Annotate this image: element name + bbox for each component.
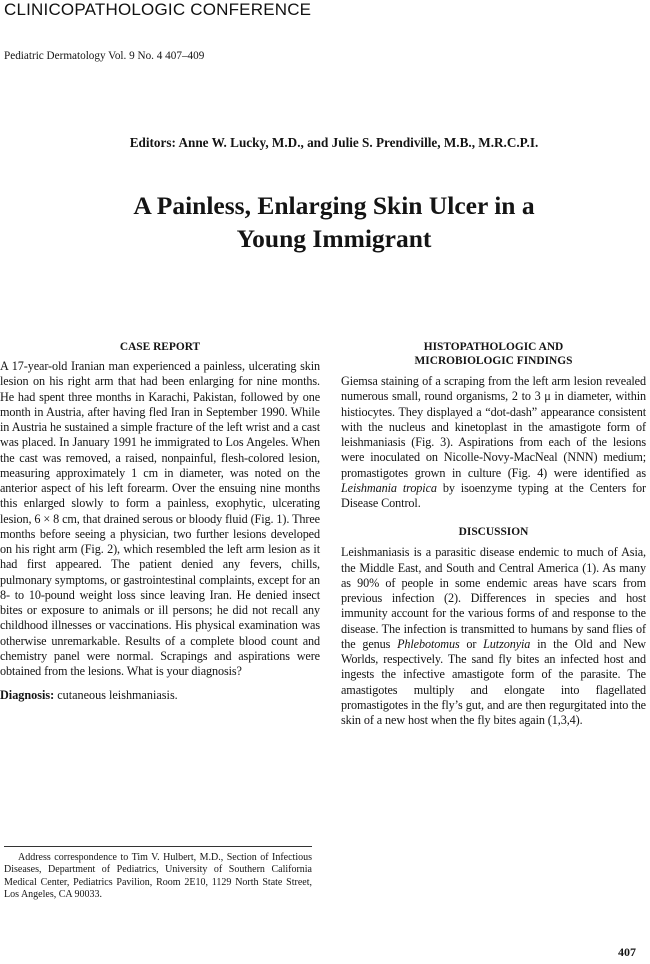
section-title: CLINICOPATHOLOGIC CONFERENCE — [4, 0, 312, 19]
correspondence-footnote: Address correspondence to Tim V. Hulbert, M.D., Section of Infectious Diseases, Department of Pediatrics, University of Southern California Medical Center, Pediatrics Pavilion, Room 2E10, 1129 North State Street, Los Angeles, CA 90033. — [4, 852, 312, 900]
histopathology-text-b: by isoenzyme typing at the Centers for Disease Control. — [341, 480, 646, 510]
discussion-heading: DISCUSSION — [458, 526, 529, 539]
case-report-text: A 17-year-old Iranian man experienced a painless, ulcerating skin lesion on his right arm that had been enlarging for nine months. He had spent three months in Karachi, Pakistan, followed by one month in Austria, after having fled Iran in September 1990. While in Austria he sustained a simple fracture of the left wrist and a cast was placed. In January 1991 he immigrated to Los Angeles. When the cast was removed, a raised, nonpainful, flesh-colored lesion, measuring approximately 1 cm in diameter, was noted on the anterior aspect of his left forearm. Over the ensuing nine months this enlarged slowly to form a painless, exophytic, ulcerating lesion, 6 × 8 cm, that drained serous or bloody fluid (Fig. 1). Three months before seeing a physician, two further lesions developed on his right arm (Fig. 2), which resembled the left arm lesion as it had first appeared. The patient denied any fevers, chills, pulmonary symptoms, or gastrointestinal complaints, except for an 8- to 10-pound weight loss since leaving Iran. He denied insect bites or exposure to animals or ill persons; he did not recall any childhood illnesses or vaccinations. His physical examination was otherwise unremarkable. Results of a complete blood count and chemistry panel were normal. Scrapings and aspirations were obtained from the lesions. What is your diagnosis? — [0, 359, 320, 678]
histopathology-text — [341, 374, 646, 511]
species-name: Leishmania tropica — [341, 480, 437, 495]
right-column — [341, 340, 646, 728]
discussion-text-b: or — [459, 636, 484, 651]
article-title-line-1: A Painless, Enlarging Skin Ulcer in a — [133, 191, 535, 220]
editors-line: Editors: Anne W. Lucky, M.D., and Julie S. Prendiville, M.B., M.R.C.P.I. — [129, 135, 539, 150]
diagnosis-label: Diagnosis: — [0, 688, 55, 703]
genus-lutzonyia: Lutzonyia — [483, 636, 531, 651]
diagnosis-line — [0, 688, 320, 703]
case-report-heading: CASE REPORT — [119, 341, 201, 353]
histopathology-heading-line-2: MICROBIOLOGIC FINDINGS — [414, 355, 573, 367]
histopathology-text-a: Giemsa staining of a scraping from the left arm lesion revealed numerous small, round organisms, 2 to 3 μ in diameter, within histiocytes. They displayed a “dot-dash” appearance consistent with the nucleus and kinetoplast in the amastigote form of leishmaniasis (Fig. 3). Aspirations from each of the lesions were inoculated on Nicolle-Novy-MacNeal (NNN) medium; promastigotes grown in culture (Fig. 4) were identified as — [341, 374, 646, 480]
histopathology-heading — [341, 340, 646, 368]
journal-citation: Pediatric Dermatology Vol. 9 No. 4 407–409 — [4, 50, 205, 62]
left-column — [0, 340, 320, 703]
histopathology-heading-line-1: HISTOPATHOLOGIC AND — [423, 341, 564, 353]
article-title — [0, 189, 650, 255]
diagnosis-value: cutaneous leishmaniasis. — [54, 688, 178, 703]
discussion-text-c: in the Old and New Worlds, respectively. The sand fly bites an infected host and ingests the infective amastigote form of the parasite. The amastigotes multiply and elongate into flagellated promastigotes in the fly’s gut, and are then regurgitated into the skin of a new host when the fly bites again (1,3,4). — [341, 636, 646, 727]
discussion-text-a: Leishmaniasis is a parasitic disease endemic to much of Asia, the Middle East, and South and Central America (1). As many as 90% of people in some endemic areas have scars from previous infection (2). Differences in species and host immunity account for the various forms of and response to the disease. The infection is transmitted to humans by sand flies of the genus — [341, 545, 646, 651]
footnote-divider — [4, 846, 312, 847]
article-title-line-2: Young Immigrant — [236, 224, 432, 253]
page-number: 407 — [618, 945, 636, 959]
genus-phlebotomus: Phlebotomus — [397, 636, 460, 651]
discussion-text — [341, 545, 646, 728]
